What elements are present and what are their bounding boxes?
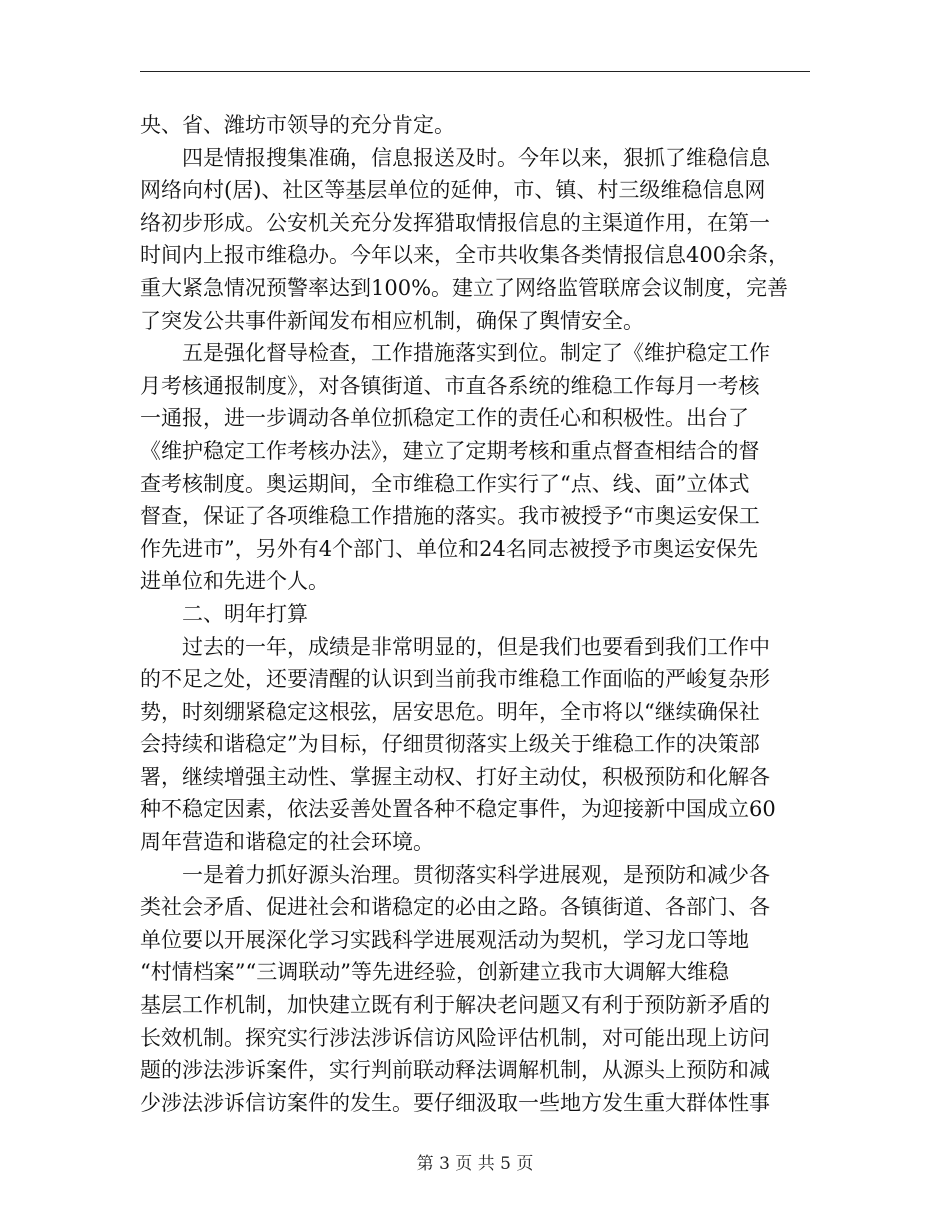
text-line: 网络向村(居)、社区等基层单位的延伸，市、镇、村三级维稳信息网 [140, 178, 766, 203]
text-line: “村情档案”“三调联动”等先进经验，创新建立我市大调解大维稳 [140, 960, 729, 985]
text-line: 了突发公共事件新闻发布相应机制，确保了舆情安全。 [140, 308, 644, 333]
text-line: 络初步形成。公安机关充分发挥猎取情报信息的主渠道作用，在第一 [140, 210, 770, 235]
text-line: 会持续和谐稳定”为目标，仔细贯彻落实上级关于维稳工作的决策部 [140, 732, 760, 757]
body-text [140, 109, 810, 1119]
text-line: 进单位和先进个人。 [140, 569, 329, 594]
text-line: 《维护稳定工作考核办法》，建立了定期考核和重点督查相结合的督 [140, 438, 760, 463]
text-line: 长效机制。探究实行涉法涉诉信访风险评估机制，对可能出现上访问 [140, 1025, 770, 1050]
text-line: 类社会矛盾、促进社会和谐稳定的必由之路。各镇街道、各部门、各 [140, 895, 770, 920]
text-line: 月考核通报制度》，对各镇街道、市直各系统的维稳工作每月一考核 [140, 373, 760, 398]
text-line: 作先进市”，另外有4个部门、单位和24名同志被授予市奥运安保先 [140, 536, 758, 561]
page-footer: 第 3 页 共 5 页 [416, 1154, 534, 1174]
text-line: 的不足之处，还要清醒的认识到当前我市维稳工作面临的严峻复杂形 [140, 667, 770, 692]
text-line: 署，继续增强主动性、掌握主动权、打好主动仗，积极预防和化解各 [140, 764, 770, 789]
text-line: 过去的一年，成绩是非常明显的，但是我们也要看到我们工作中 [140, 634, 770, 659]
text-line: 一通报，进一步调动各单位抓稳定工作的责任心和积极性。出台了 [140, 406, 749, 431]
text-line: 一是着力抓好源头治理。贯彻落实科学进展观，是预防和减少各 [140, 862, 770, 887]
text-line: 少涉法涉诉信访案件的发生。要仔细汲取一些地方发生重大群体性事 [140, 1090, 770, 1115]
header-rule [140, 71, 810, 72]
text-line: 央、省、潍坊市领导的充分肯定。 [140, 113, 455, 137]
text-line: 四是情报搜集准确，信息报送及时。今年以来，狠抓了维稳信息 [140, 145, 770, 170]
text-line: 题的涉法涉诉案件，实行判前联动释法调解机制，从源头上预防和减 [140, 1058, 770, 1083]
text-line: 五是强化督导检查，工作措施落实到位。制定了《维护稳定工作 [140, 341, 770, 366]
text-line: 查考核制度。奥运期间，全市维稳工作实行了“点、线、面”立体式 [140, 471, 750, 496]
text-line: 督查，保证了各项维稳工作措施的落实。我市被授予“市奥运安保工 [140, 504, 760, 529]
text-line: 重大紧急情况预警率达到100%。建立了网络监管联席会议制度，完善 [140, 275, 789, 300]
text-line: 时间内上报市维稳办。今年以来，全市共收集各类情报信息400余条， [140, 243, 790, 268]
text-line: 周年营造和谐稳定的社会环境。 [140, 830, 434, 855]
text-line: 势，时刻绷紧稳定这根弦，居安思危。明年，全市将以“继续确保社 [140, 699, 760, 724]
text-line: 基层工作机制，加快建立既有利于解决老问题又有利于预防新矛盾的 [140, 993, 770, 1018]
text-line: 种不稳定因素，依法妥善处置各种不稳定事件，为迎接新中国成立60 [140, 797, 776, 822]
text-line: 二、明年打算 [140, 601, 308, 626]
text-line: 单位要以开展深化学习实践科学进展观活动为契机，学习龙口等地 [140, 927, 749, 952]
